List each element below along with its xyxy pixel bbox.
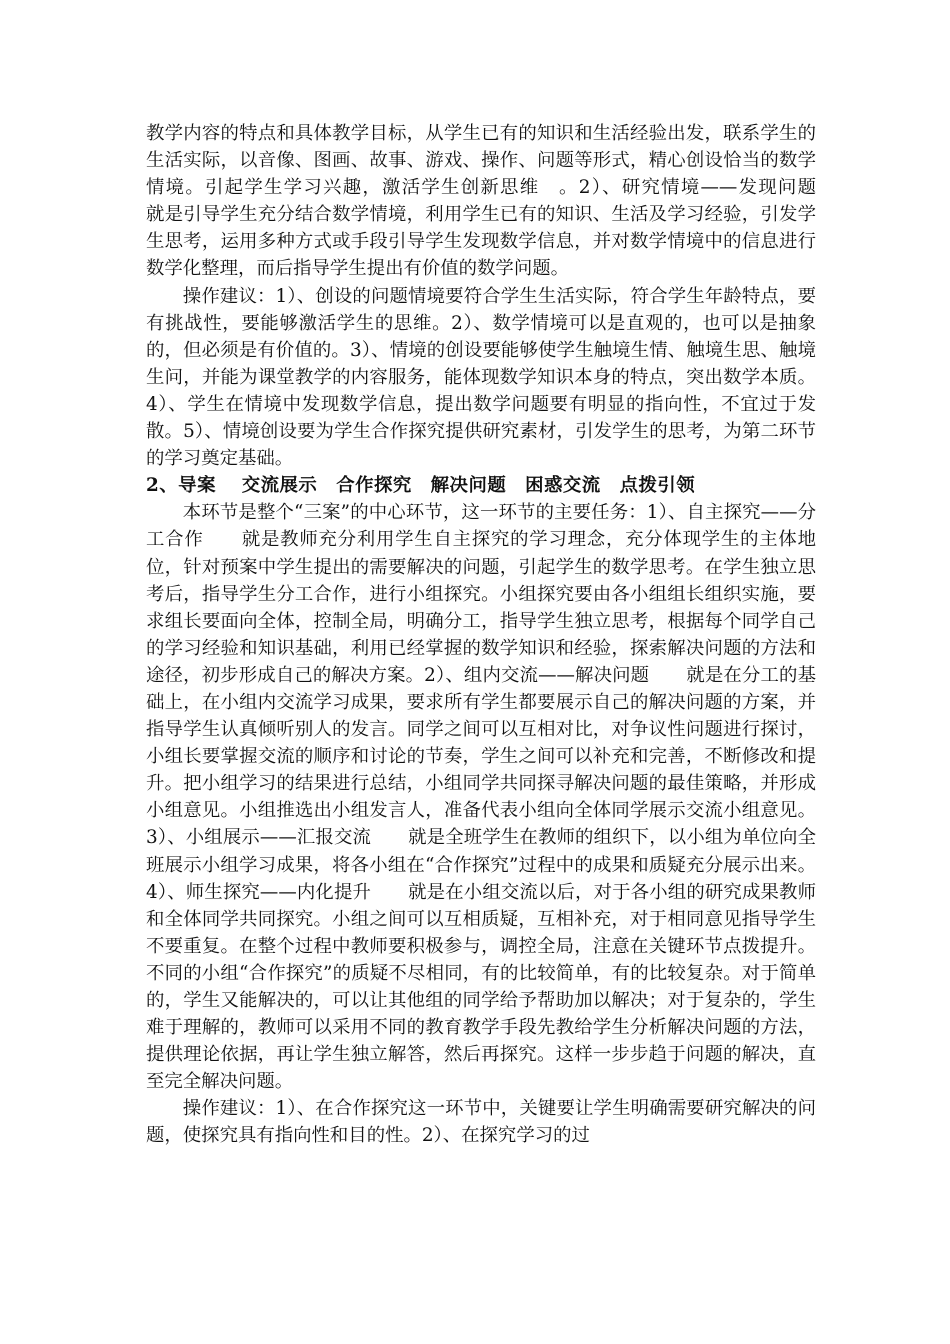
paragraph-core-stage: 本环节是整个“三案”的中心环节，这一环节的主要任务：1）、自主探究——分工合作 就是教师充分利用学生自主探究的学习理念，充分体现学生的主体地位，针对预案中学生提出的需要解决的问题，引起学生的数学思考。在学生独立思考后，指导学生分工合作，进行小组探究。小组探究要由各小组组长组织实施，要求组长要面向全体，控制全局，明确分工，指导学生独立思考，根据每个同学自己的学习经验和知识基础，利用已经掌握的数学知识和经验，探索解决问题的方法和途径，初步形成自己的解决方案。2）、组内交流——解决问题 就是在分工的基础上，在小组内交流学习成果，要求所有学生都要展示自己的解决问题的方案，并指导学生认真倾听别人的发言。同学之间可以互相对比，对争议性问题进行探讨，小组长要掌握交流的顺序和讨论的节奏，学生之间可以补充和完善，不断修改和提升。把小组学习的结果进行总结，小组同学共同探寻解决问题的最佳策略，并形成小组意见。小组推选出小组发言人，准备代表小组向全体同学展示交流小组意见。3）、小组展示——汇报交流 就是全班学生在教师的组织下，以小组为单位向全班展示小组学习成果，将各小组在“合作探究”过程中的成果和质疑充分展示出来。4）、师生探究——内化提升 就是在小组交流以后，对于各小组的研究成果教师和全体同学共同探究。小组之间可以互相质疑，互相补充，对于相同意见指导学生不要重复。在整个过程中教师要积极参与，调控全局，注意在关键环节点拨提升。不同的小组“合作探究”的质疑不尽相同，有的比较简单，有的比较复杂。对于简单的，学生又能解决的，可以让其他组的同学给予帮助加以解决；对于复杂的，学生难于理解的，教师可以采用不同的教育教学手段先教给学生分析解决问题的方法，提供理论依据，再让学生独立解答，然后再探究。这样一步步趋于问题的解决，直至完全解决问题。	[146, 502, 816, 1093]
document-body	[146, 120, 853, 1150]
section-heading-guide-plan: 2、导案 交流展示 合作探究 解决问题 困惑交流 点拨引领	[146, 475, 696, 497]
paragraph-context-creation: 教学内容的特点和具体教学目标，从学生已有的知识和生活经验出发，联系学生的生活实际，以音像、图画、故事、游戏、操作、问题等形式，精心创设恰当的数学情境。引起学生学习兴趣，激活学生创新思维 。2）、研究情境——发现问题 就是引导学生充分结合数学情境，利用学生已有的知识、生活及学习经验，引发学生思考，运用多种方式或手段引导学生发现数学信息，并对数学情境中的信息进行数学化整理，而后指导学生提出有价值的数学问题。	[146, 123, 853, 280]
paragraph-operation-suggestions-1: 操作建议：1）、创设的问题情境要符合学生生活实际，符合学生年龄特点，要有挑战性，要能够激活学生的思维。2）、数学情境可以是直观的，也可以是抽象的，但必须是有价值的。3）、情境的创设要能够使学生触境生情、触境生思、触境生问，并能为课堂教学的内容服务，能体现数学知识本身的特点，突出数学本质。4）、学生在情境中发现数学信息，提出数学问题要有明显的指向性，不宜过于发散。5）、情境创设要为学生合作探究提供研究素材，引发学生的思考，为第二环节的学习奠定基础。	[146, 285, 816, 470]
paragraph-operation-suggestions-2: 操作建议：1）、在合作探究这一环节中，关键要让学生明确需要研究解决的问题，使探究具有指向性和目的性。2）、在探究学习的过	[146, 1098, 816, 1147]
